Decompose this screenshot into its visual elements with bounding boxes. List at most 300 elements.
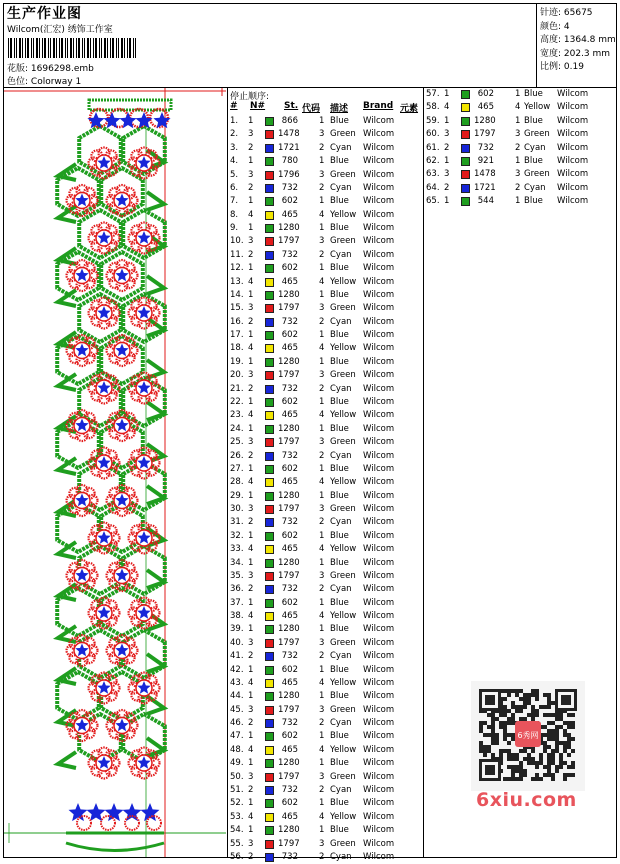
row-code: 4 — [515, 102, 521, 113]
row-stitches: 602 — [281, 664, 298, 675]
row-needle: 3 — [248, 370, 254, 381]
row-stitches: 465 — [281, 343, 298, 354]
color-swatch — [265, 545, 274, 554]
row-number: 54. — [230, 825, 244, 836]
row-brand: Wilcom — [363, 718, 395, 729]
row-description: Cyan — [330, 182, 352, 193]
row-description: Blue — [330, 263, 349, 274]
row-brand: Wilcom — [363, 477, 395, 488]
row-brand: Wilcom — [363, 838, 395, 849]
row-number: 18. — [230, 343, 244, 354]
row-description: Blue — [330, 624, 349, 635]
table-row — [0, 610, 620, 623]
row-number: 25. — [230, 437, 244, 448]
row-brand: Wilcom — [363, 851, 395, 862]
row-needle: 1 — [444, 89, 450, 99]
row-needle: 4 — [248, 611, 254, 622]
color-swatch — [265, 759, 274, 768]
table-row — [0, 302, 620, 315]
row-number: 17. — [230, 330, 244, 341]
row-brand: Wilcom — [363, 383, 395, 394]
row-needle: 1 — [248, 423, 254, 434]
row-needle: 2 — [248, 316, 254, 327]
row-code: 2 — [319, 383, 325, 394]
table-row — [0, 383, 620, 396]
row-code: 3 — [319, 637, 325, 648]
row-needle: 4 — [248, 276, 254, 287]
row-code: 1 — [319, 624, 325, 635]
row-needle: 3 — [444, 169, 450, 180]
color-swatch — [265, 425, 274, 434]
row-number: 44. — [230, 691, 244, 702]
color-swatch — [265, 291, 274, 300]
row-code: 2 — [319, 851, 325, 862]
row-stitches: 1797 — [278, 704, 300, 715]
row-brand: Wilcom — [363, 677, 395, 688]
row-code: 1 — [319, 597, 325, 608]
col-header-stitches: St. — [284, 101, 299, 111]
row-number: 32. — [230, 530, 244, 541]
row-description: Blue — [330, 156, 349, 167]
row-code: 1 — [319, 490, 325, 501]
row-description: Blue — [524, 155, 543, 166]
page-title: 生产作业图 — [7, 6, 82, 22]
design-file-line: 花版: 1696298.emb — [7, 64, 94, 74]
row-brand: Wilcom — [363, 651, 395, 662]
color-swatch — [265, 732, 274, 741]
row-needle: 2 — [248, 651, 254, 662]
color-swatch — [265, 599, 274, 608]
table-row — [0, 249, 620, 262]
row-description: Yellow — [330, 611, 357, 622]
row-number: 60. — [426, 129, 440, 140]
row-stitches: 1478 — [474, 169, 496, 180]
row-brand: Wilcom — [363, 463, 395, 474]
table-row — [0, 597, 620, 610]
row-number: 16. — [230, 316, 244, 327]
row-brand: Wilcom — [363, 196, 395, 207]
row-number: 46. — [230, 718, 244, 729]
table-row — [0, 664, 620, 677]
row-description: Cyan — [330, 718, 352, 729]
color-swatch — [265, 719, 274, 728]
row-code: 4 — [319, 544, 325, 555]
row-number: 26. — [230, 450, 244, 461]
table-row — [0, 289, 620, 302]
row-needle: 4 — [248, 677, 254, 688]
color-swatch — [265, 639, 274, 648]
row-stitches: 465 — [281, 209, 298, 220]
row-stitches: 732 — [281, 182, 298, 193]
row-description: Yellow — [330, 477, 357, 488]
row-code: 2 — [319, 584, 325, 595]
row-number: 10. — [230, 236, 244, 247]
row-needle: 1 — [248, 116, 254, 126]
row-number: 51. — [230, 785, 244, 795]
row-code: 3 — [319, 169, 325, 180]
row-description: Yellow — [330, 343, 357, 354]
row-brand: Wilcom — [557, 142, 589, 153]
row-number: 33. — [230, 544, 244, 555]
row-description: Blue — [330, 557, 349, 568]
color-swatch — [461, 90, 470, 99]
row-stitches: 602 — [281, 463, 298, 474]
color-swatch — [461, 157, 470, 166]
row-number: 21. — [230, 383, 244, 394]
color-swatch — [265, 251, 274, 260]
color-swatch — [265, 813, 274, 822]
row-brand: Wilcom — [363, 423, 395, 434]
row-description: Blue — [330, 463, 349, 474]
row-number: 31. — [230, 517, 244, 528]
color-swatch — [461, 184, 470, 193]
row-code: 3 — [319, 704, 325, 715]
row-number: 24. — [230, 423, 244, 434]
row-brand: Wilcom — [363, 811, 395, 822]
row-number: 5. — [230, 169, 239, 180]
table-row — [0, 516, 620, 529]
row-needle: 1 — [248, 530, 254, 541]
table-row — [0, 369, 620, 382]
row-description: Yellow — [330, 811, 357, 822]
row-stitches: 602 — [281, 330, 298, 341]
row-code: 1 — [515, 196, 521, 207]
row-brand: Wilcom — [363, 142, 395, 153]
row-number: 28. — [230, 477, 244, 488]
color-swatch — [461, 103, 470, 112]
row-code: 2 — [319, 249, 325, 260]
row-code: 1 — [515, 115, 521, 126]
row-code: 1 — [319, 758, 325, 769]
row-stitches: 1280 — [278, 490, 300, 501]
row-stitches: 1797 — [278, 303, 300, 314]
row-code: 2 — [319, 142, 325, 153]
row-stitches: 1796 — [278, 169, 300, 180]
qr-badge-text: 6秀网 — [517, 731, 539, 740]
table-row — [0, 195, 620, 208]
row-description: Blue — [330, 423, 349, 434]
row-description: Cyan — [330, 851, 352, 862]
row-needle: 2 — [248, 517, 254, 528]
table-row — [0, 128, 620, 141]
row-code: 4 — [319, 811, 325, 822]
row-number: 38. — [230, 611, 244, 622]
row-brand: Wilcom — [363, 544, 395, 555]
row-number: 14. — [230, 289, 244, 300]
row-code: 2 — [319, 785, 325, 795]
row-description: Blue — [330, 825, 349, 836]
stop-sequence-title: 停止顺序: — [230, 92, 270, 102]
row-stitches: 602 — [281, 731, 298, 742]
table-row — [0, 570, 620, 583]
color-swatch — [265, 398, 274, 407]
row-code: 1 — [319, 263, 325, 274]
row-stitches: 866 — [281, 116, 298, 126]
row-brand: Wilcom — [363, 597, 395, 608]
row-brand: Wilcom — [363, 557, 395, 568]
row-description: Yellow — [330, 410, 357, 421]
table-row — [0, 824, 620, 837]
col-header-description: 描述 — [330, 104, 349, 114]
row-description: Blue — [330, 798, 349, 809]
color-swatch — [265, 666, 274, 675]
row-needle: 3 — [248, 838, 254, 849]
row-stitches: 732 — [281, 316, 298, 327]
row-stitches: 1280 — [474, 115, 496, 126]
row-stitches: 1280 — [278, 624, 300, 635]
row-stitches: 732 — [281, 249, 298, 260]
color-swatch — [265, 465, 274, 474]
colorway: Colorway 1 — [30, 77, 82, 87]
row-brand: Wilcom — [557, 169, 589, 180]
row-code: 2 — [319, 316, 325, 327]
row-code: 1 — [319, 463, 325, 474]
color-swatch — [265, 840, 274, 849]
table-row — [0, 476, 620, 489]
row-number: 49. — [230, 758, 244, 769]
row-stitches: 1478 — [278, 129, 300, 140]
row-needle: 1 — [444, 115, 450, 126]
table-row — [0, 450, 620, 463]
row-code: 4 — [319, 209, 325, 220]
row-needle: 2 — [248, 249, 254, 260]
studio-name: Wilcom(汇宏) 绣饰工作室 — [7, 25, 113, 35]
row-needle: 1 — [248, 289, 254, 300]
row-brand: Wilcom — [363, 316, 395, 327]
stat-line: 宽度: 202.3 mm — [540, 48, 611, 59]
row-stitches: 465 — [281, 410, 298, 421]
row-needle: 2 — [248, 785, 254, 795]
row-description: Blue — [330, 396, 349, 407]
color-swatch — [265, 679, 274, 688]
row-description: Cyan — [330, 316, 352, 327]
table-row — [0, 583, 620, 596]
color-swatch — [265, 559, 274, 568]
row-code: 3 — [319, 236, 325, 247]
row-number: 7. — [230, 196, 239, 207]
row-code: 4 — [319, 611, 325, 622]
row-number: 2. — [230, 129, 239, 140]
row-stitches: 1797 — [278, 570, 300, 581]
row-needle: 4 — [444, 102, 450, 113]
row-stitches: 465 — [281, 744, 298, 755]
row-brand: Wilcom — [363, 370, 395, 381]
row-code: 3 — [319, 370, 325, 381]
color-swatch — [265, 746, 274, 755]
color-swatch — [265, 237, 274, 246]
row-brand: Wilcom — [363, 664, 395, 675]
color-swatch — [265, 304, 274, 313]
row-code: 4 — [319, 276, 325, 287]
row-description: Green — [330, 704, 356, 715]
row-code: 2 — [515, 182, 521, 193]
color-swatch — [265, 773, 274, 782]
row-description: Cyan — [330, 517, 352, 528]
row-code: 1 — [319, 156, 325, 167]
row-stitches: 602 — [281, 196, 298, 207]
row-stitches: 1280 — [278, 423, 300, 434]
row-code: 1 — [319, 223, 325, 234]
row-code: 1 — [319, 825, 325, 836]
row-brand: Wilcom — [363, 343, 395, 354]
row-brand: Wilcom — [363, 825, 395, 836]
table-row — [0, 530, 620, 543]
table-row — [0, 650, 620, 663]
row-description: Cyan — [330, 584, 352, 595]
color-swatch — [265, 411, 274, 420]
row-stitches: 465 — [281, 544, 298, 555]
color-swatch — [265, 211, 274, 220]
row-needle: 2 — [248, 450, 254, 461]
row-code: 2 — [319, 718, 325, 729]
row-description: Blue — [330, 758, 349, 769]
row-needle: 1 — [444, 155, 450, 166]
row-needle: 4 — [248, 811, 254, 822]
row-brand: Wilcom — [363, 169, 395, 180]
row-code: 1 — [319, 396, 325, 407]
row-number: 40. — [230, 637, 244, 648]
qr-code — [471, 681, 585, 791]
stat-line: 针迹: 65675 — [540, 8, 593, 18]
row-number: 48. — [230, 744, 244, 755]
col-header-needle: N# — [250, 101, 266, 111]
row-brand: Wilcom — [363, 798, 395, 809]
row-needle: 1 — [444, 196, 450, 207]
row-number: 65. — [426, 196, 440, 207]
row-number: 57. — [426, 89, 440, 99]
row-description: Blue — [330, 356, 349, 367]
row-code: 1 — [319, 530, 325, 541]
table-row — [0, 436, 620, 449]
row-needle: 2 — [248, 182, 254, 193]
row-number: 19. — [230, 356, 244, 367]
color-swatch — [265, 706, 274, 715]
row-description: Cyan — [330, 383, 352, 394]
row-number: 39. — [230, 624, 244, 635]
row-number: 53. — [230, 811, 244, 822]
colorway-line: 色位: Colorway 1 — [7, 77, 82, 87]
row-description: Blue — [330, 223, 349, 234]
row-description: Green — [330, 570, 356, 581]
color-swatch — [265, 452, 274, 461]
stat-line: 比例: 0.19 — [540, 62, 584, 72]
row-number: 20. — [230, 370, 244, 381]
table-row — [0, 88, 620, 101]
row-code: 4 — [319, 744, 325, 755]
row-needle: 1 — [248, 664, 254, 675]
row-description: Blue — [330, 330, 349, 341]
row-code: 3 — [515, 169, 521, 180]
row-number: 1. — [230, 116, 239, 126]
row-stitches: 1797 — [278, 838, 300, 849]
row-needle: 3 — [248, 303, 254, 314]
row-brand: Wilcom — [363, 249, 395, 260]
row-stitches: 732 — [281, 584, 298, 595]
row-stitches: 602 — [281, 263, 298, 274]
row-stitches: 1280 — [278, 825, 300, 836]
stats-divider — [536, 3, 537, 88]
table-row — [0, 637, 620, 650]
row-number: 42. — [230, 664, 244, 675]
row-code: 2 — [319, 450, 325, 461]
table-row — [0, 262, 620, 275]
row-number: 6. — [230, 182, 239, 193]
row-description: Blue — [524, 89, 543, 99]
row-description: Blue — [330, 664, 349, 675]
row-brand: Wilcom — [363, 116, 395, 126]
row-brand: Wilcom — [363, 785, 395, 795]
row-code: 3 — [319, 570, 325, 581]
row-stitches: 465 — [281, 477, 298, 488]
row-description: Cyan — [524, 182, 546, 193]
row-code: 1 — [319, 196, 325, 207]
row-number: 30. — [230, 504, 244, 515]
color-swatch — [461, 144, 470, 153]
row-code: 3 — [319, 303, 325, 314]
row-description: Green — [330, 437, 356, 448]
row-description: Green — [330, 838, 356, 849]
row-brand: Wilcom — [557, 115, 589, 126]
row-brand: Wilcom — [363, 209, 395, 220]
table-row — [0, 463, 620, 476]
row-number: 63. — [426, 169, 440, 180]
row-number: 22. — [230, 396, 244, 407]
color-swatch — [265, 625, 274, 634]
row-code: 1 — [319, 423, 325, 434]
row-needle: 1 — [248, 557, 254, 568]
row-brand: Wilcom — [557, 129, 589, 140]
table-row — [0, 557, 620, 570]
row-description: Blue — [524, 115, 543, 126]
row-number: 23. — [230, 410, 244, 421]
row-code: 3 — [515, 129, 521, 140]
color-swatch — [265, 692, 274, 701]
color-swatch — [265, 612, 274, 621]
design-file: 1696298.emb — [30, 64, 94, 74]
row-needle: 3 — [248, 704, 254, 715]
row-code: 2 — [319, 651, 325, 662]
row-stitches: 1721 — [474, 182, 496, 193]
row-needle: 1 — [248, 691, 254, 702]
row-description: Yellow — [330, 544, 357, 555]
row-number: 9. — [230, 223, 239, 234]
row-code: 1 — [319, 691, 325, 702]
row-number: 59. — [426, 115, 440, 126]
row-stitches: 1797 — [278, 370, 300, 381]
row-code: 4 — [319, 410, 325, 421]
row-stitches: 732 — [281, 718, 298, 729]
row-number: 62. — [426, 155, 440, 166]
row-description: Blue — [330, 731, 349, 742]
row-stitches: 1797 — [278, 771, 300, 782]
color-swatch — [265, 585, 274, 594]
row-number: 55. — [230, 838, 244, 849]
row-needle: 1 — [248, 396, 254, 407]
row-brand: Wilcom — [363, 624, 395, 635]
row-needle: 1 — [248, 330, 254, 341]
stat-line: 颜色: 4 — [540, 21, 570, 32]
row-number: 15. — [230, 303, 244, 314]
row-stitches: 732 — [281, 383, 298, 394]
row-needle: 1 — [248, 731, 254, 742]
row-brand: Wilcom — [363, 691, 395, 702]
table-row — [0, 182, 620, 195]
row-stitches: 602 — [477, 89, 494, 99]
color-swatch — [265, 505, 274, 514]
row-stitches: 732 — [281, 851, 298, 862]
row-number: 3. — [230, 142, 239, 153]
row-code: 1 — [319, 330, 325, 341]
